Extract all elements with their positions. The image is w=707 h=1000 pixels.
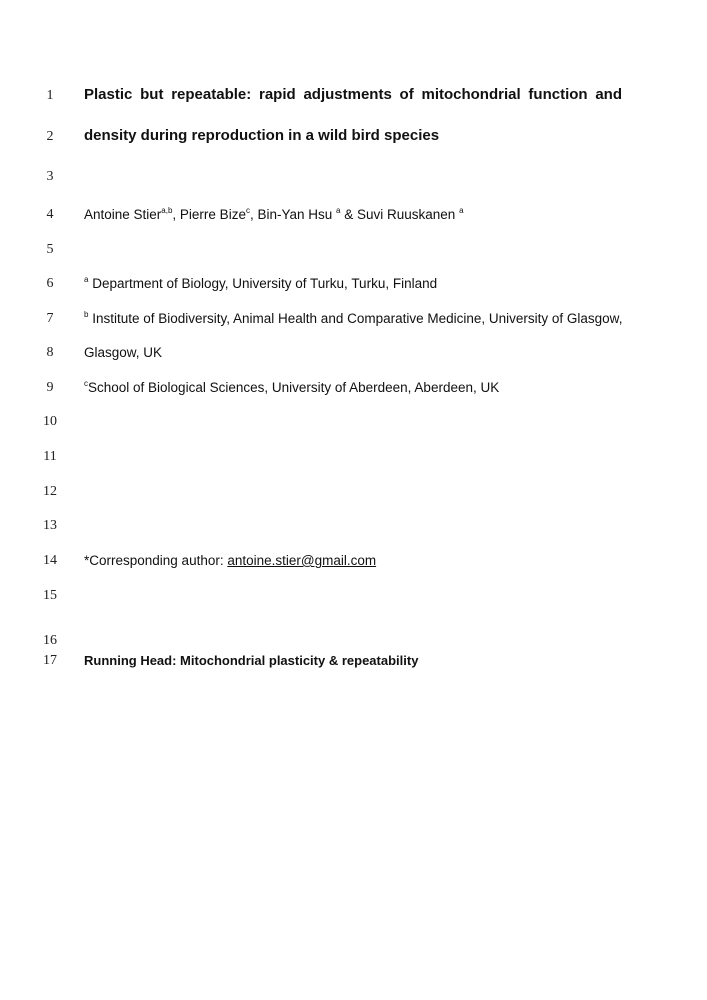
- line-number: 14: [43, 553, 57, 568]
- affiliation-b-continued: Glasgow, UK: [84, 345, 163, 360]
- author-affiliation-mark: c: [245, 206, 250, 215]
- affiliation-text: Department of Biology, University of Turku, Turku, Finland: [88, 276, 438, 291]
- corresponding-author: [84, 553, 376, 569]
- line-number: 4: [46, 207, 54, 222]
- corresponding-email-link[interactable]: antoine.stier@gmail.com: [227, 553, 377, 568]
- line-number: 11: [43, 449, 57, 464]
- affiliation-c: [84, 380, 499, 396]
- line-number: 8: [46, 345, 54, 360]
- author-affiliation-mark: a,b: [161, 206, 173, 215]
- author-affiliation-mark: a: [336, 206, 341, 215]
- affiliation-mark: c: [84, 379, 88, 388]
- line-number: 15: [43, 588, 57, 603]
- line-number: 16: [43, 633, 57, 648]
- line-number: 7: [46, 311, 54, 326]
- affiliation-mark: a: [84, 275, 89, 284]
- affiliation-b: [84, 311, 622, 327]
- paper-title-line-2: density during reproduction in a wild bird species: [84, 127, 440, 144]
- line-number: 6: [46, 276, 54, 291]
- author-affiliation-mark: a: [459, 206, 464, 215]
- author-list: [84, 207, 464, 223]
- author-name: , Pierre Bize: [172, 207, 246, 222]
- affiliation-text: Institute of Biodiversity, Animal Health and Comparative Medicine, University of Glasgow,: [88, 311, 623, 326]
- author-name: , Bin-Yan Hsu: [249, 207, 333, 222]
- author-name: & Suvi Ruuskanen: [340, 207, 456, 222]
- affiliation-a: [84, 276, 437, 292]
- corresponding-label: *Corresponding author:: [84, 553, 228, 568]
- line-number: 17: [43, 653, 57, 668]
- affiliation-mark: b: [84, 310, 89, 319]
- line-number: 12: [43, 484, 57, 499]
- author-name: Antoine Stier: [84, 207, 162, 222]
- line-number: 2: [46, 129, 54, 144]
- line-number: 3: [46, 169, 54, 184]
- line-number: 9: [46, 380, 54, 395]
- running-head: Running Head: Mitochondrial plasticity & repeatability: [84, 653, 419, 668]
- paper-title-line-1: Plastic but repeatable: rapid adjustments of mitochondrial function and: [84, 86, 622, 103]
- affiliation-text: School of Biological Sciences, University of Aberdeen, Aberdeen, UK: [88, 380, 500, 395]
- line-number: 1: [46, 88, 54, 103]
- line-number: 13: [43, 518, 57, 533]
- line-number: 5: [46, 242, 54, 257]
- line-number: 10: [43, 414, 57, 429]
